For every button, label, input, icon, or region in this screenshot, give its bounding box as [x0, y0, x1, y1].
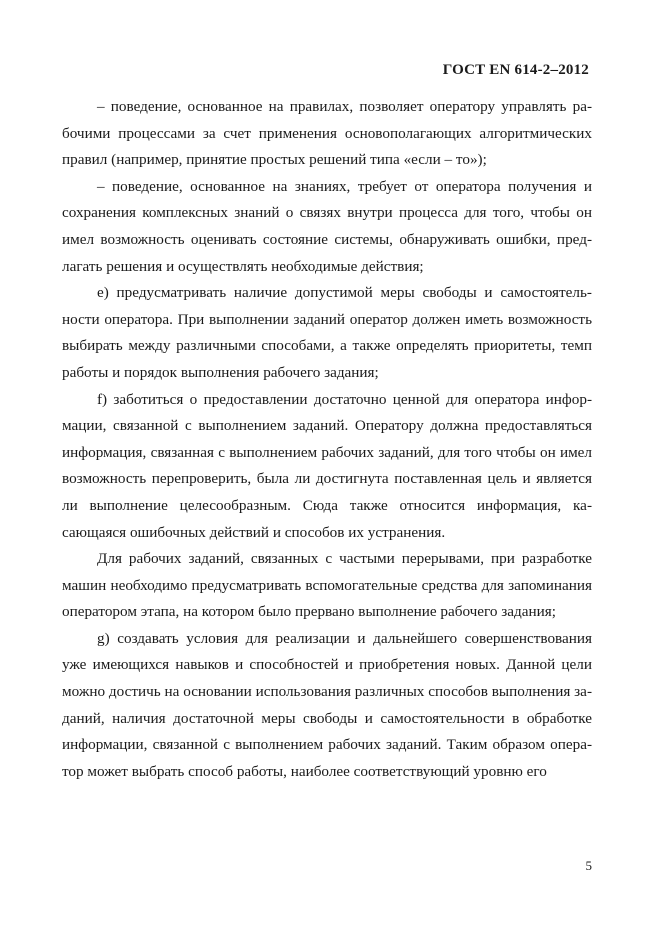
- paragraph-item-e: e) предусматривать наличие допустимой меры свободы и самостоятельности оператора. При выполнении заданий оператор должен иметь возможность выбирать между различными способами, а также определять приоритеты, темп работы и порядок выполнения рабочего задания;: [62, 284, 592, 381]
- page-number: 5: [585, 858, 592, 873]
- paragraph-item-f: f) заботиться о предоставлении достаточно ценной для оператора информации, связанной с выполнением заданий. Оператору должна предоставляться информация, связанная с выполнением рабочих заданий, для того чтобы он имел возможность перепроверить, была ли достигнута поставленная цель и является ли выполнение целесообразным. Сюда также относится информация, касающаяся ошибочных действий и способов их устранения.: [62, 390, 592, 541]
- paragraph-interruptions: Для рабочих заданий, связанных с частыми перерывами, при разработке машин необходимо предусматривать вспомогательные средства для запоминания оператором этапа, на котором было прервано выполнение рабочего задания;: [62, 550, 592, 621]
- paragraph-rule-based-behavior: – поведение, основанное на правилах, позволяет оператору управлять рабочими процессами за счет применения основополагающих алгоритмических правил (например, принятие простых решений типа «если – то»);: [62, 98, 592, 169]
- document-standard-id: ГОСТ EN 614-2–2012: [442, 62, 589, 78]
- document-body: [62, 94, 592, 785]
- paragraph-knowledge-based-behavior: – поведение, основанное на знаниях, требует от оператора получения и сохранения комплексных знаний о связях внутри процесса для того, чтобы он имел возможность оценивать состояние системы, обнаруживать ошибки, предлагать решения и осуществлять необходимые действия;: [62, 177, 592, 275]
- paragraph-item-g: g) создавать условия для реализации и дальнейшего совершенствования уже имеющихся навыков и способностей и приобретения новых. Данной цели можно достичь на основании использования различных способов выполнения заданий, наличия достаточной меры свободы и самостоятельности в обработке информации, связанной с выполнением рабочих заданий. Таким образом оператор может выбрать способ работы, наиболее соответствующий уровню его: [62, 629, 592, 780]
